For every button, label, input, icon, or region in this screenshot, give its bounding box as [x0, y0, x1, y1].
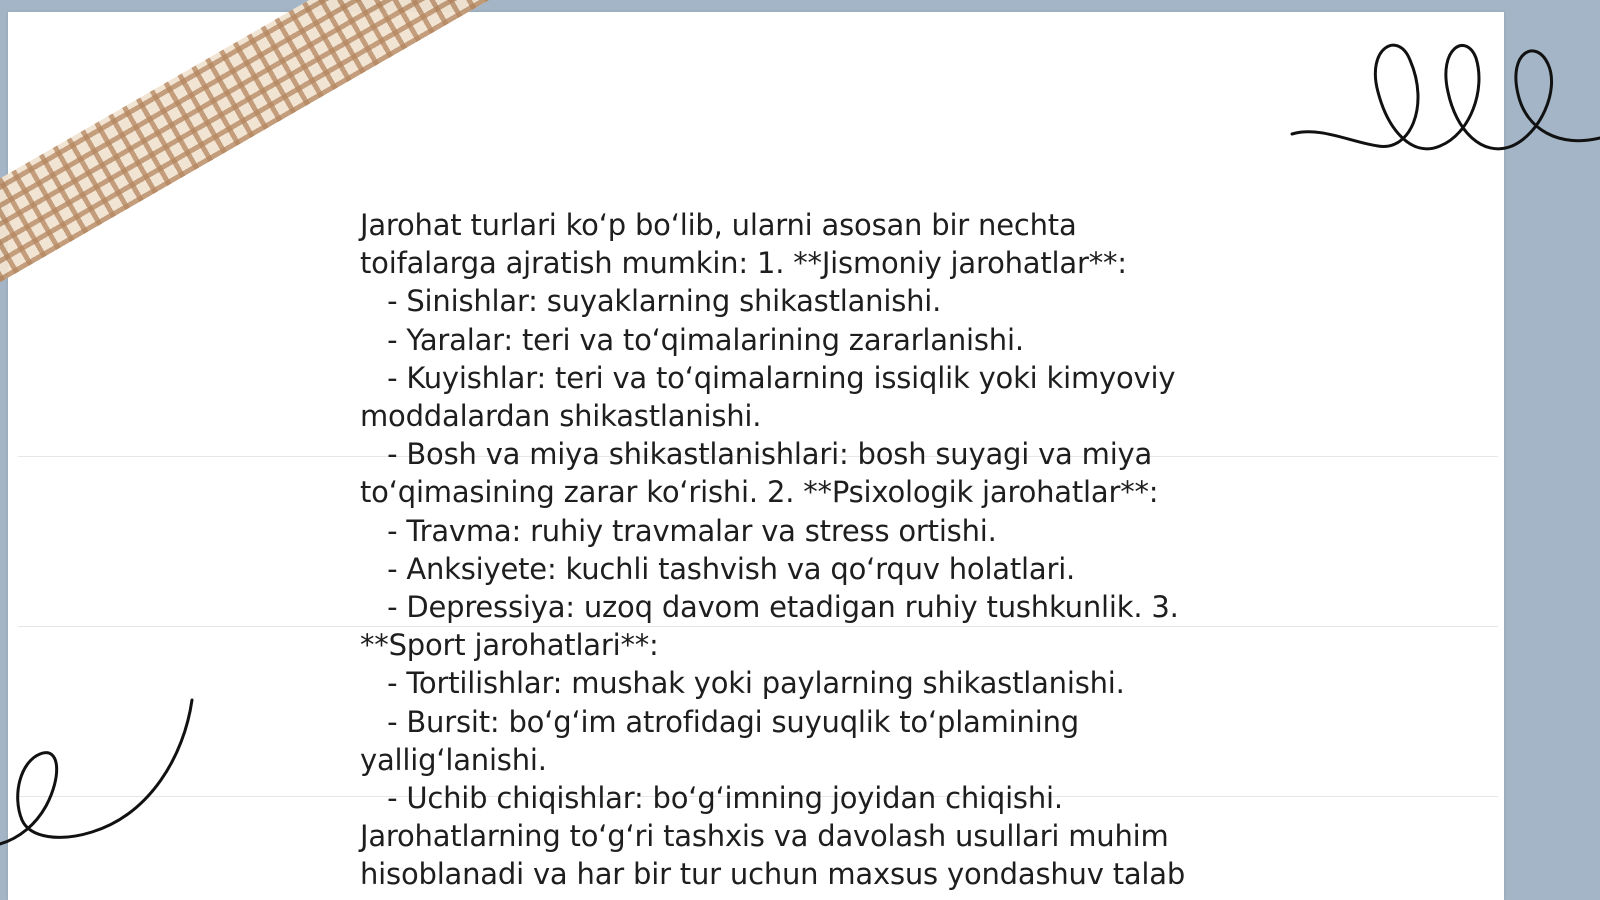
- text-line: **Sport jarohatlari**:: [360, 628, 659, 663]
- document-body: [360, 206, 1240, 894]
- text-line: yalligʻlanishi.: [360, 742, 547, 777]
- text-line: - Yaralar: teri va toʻqimalarining zararlanishi.: [360, 322, 1024, 357]
- text-line: - Sinishlar: suyaklarning shikastlanishi.: [360, 284, 942, 319]
- loop-doodle-bottom-left-icon: [0, 696, 200, 846]
- text-line: Jarohat turlari koʻp boʻlib, ularni asosan bir nechta: [360, 208, 1077, 242]
- text-line: - Bosh va miya shikastlanishlari: bosh suyagi va miya: [360, 437, 1153, 472]
- text-line: - Anksiyete: kuchli tashvish va qoʻrquv holatlari.: [360, 551, 1076, 586]
- text-line: - Uchib chiqishlar: boʻgʻimning joyidan chiqishi.: [360, 781, 1063, 816]
- text-line: - Kuyishlar: teri va toʻqimalarning issiqlik yoki kimyoviy: [360, 360, 1176, 395]
- loop-doodle-top-right-icon: [1290, 30, 1600, 170]
- text-line: - Depressiya: uzoq davom etadigan ruhiy tushkunlik. 3.: [360, 590, 1179, 625]
- text-line: hisoblanadi va har bir tur uchun maxsus yondashuv talab: [360, 857, 1186, 892]
- text-line: - Travma: ruhiy travmalar va stress ortishi.: [360, 513, 997, 548]
- text-line: - Tortilishlar: mushak yoki paylarning shikastlanishi.: [360, 666, 1125, 701]
- text-line: Jarohatlarning toʻgʻri tashxis va davolash usullari muhim: [360, 819, 1169, 854]
- text-line: toʻqimasining zarar koʻrishi. 2. **Psixologik jarohatlar**:: [360, 475, 1159, 510]
- text-line: toifalarga ajratish mumkin: 1. **Jismoniy jarohatlar**:: [360, 246, 1127, 281]
- text-line: moddalardan shikastlanishi.: [360, 399, 762, 434]
- text-line: - Bursit: boʻgʻim atrofidagi suyuqlik toʻplamining: [360, 704, 1079, 739]
